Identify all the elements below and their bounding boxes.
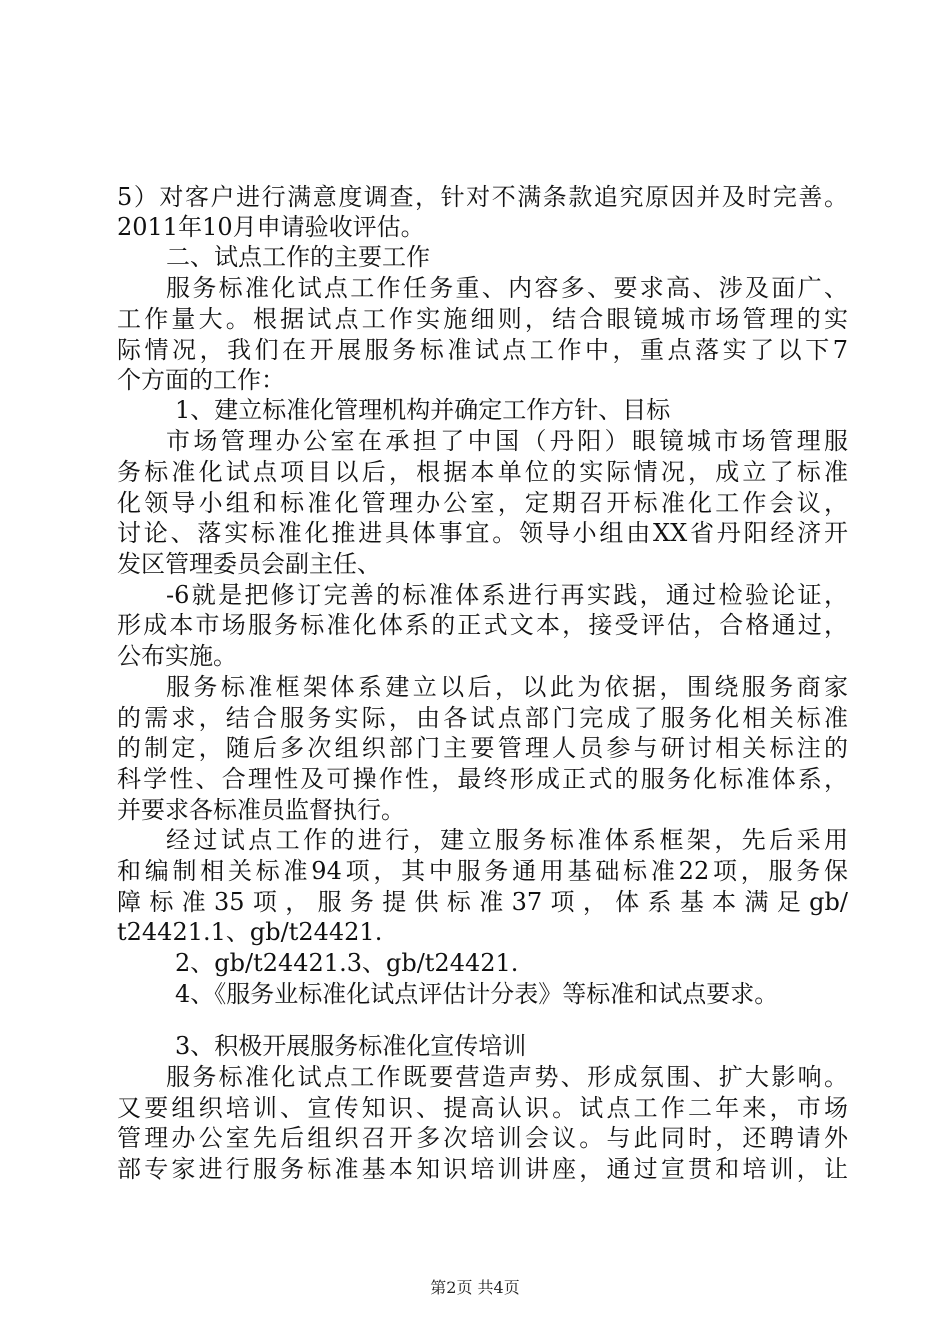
text-line-6: 际情况，我们在开展服务标准试点工作中，重点落实了以下7	[117, 336, 848, 364]
text-line-29: 服务标准化试点工作既要营造声势、形成氛围、扩大影响。	[166, 1063, 848, 1091]
subsection-heading-3: 3、积极开展服务标准化宣传培训	[175, 1032, 527, 1060]
text-line-17: 服务标准框架体系建立以后，以此为依据，围绕服务商家	[166, 673, 848, 701]
text-line-20: 科学性、合理性及可操作性，最终形成正式的服务化标准体系，	[117, 765, 848, 793]
subsection-heading-1: 1、建立标准化管理机构并确定工作方针、目标	[175, 396, 671, 424]
text-line-11: 化领导小组和标准化管理办公室，定期召开标准化工作会议，	[117, 489, 848, 517]
text-line-25: t24421.1、gb/t24421.	[117, 918, 383, 946]
text-line-15: 形成本市场服务标准化体系的正式文本，接受评估，合格通过，	[117, 611, 848, 639]
text-line-9: 市场管理办公室在承担了中国（丹阳）眼镜城市场管理服	[166, 427, 848, 455]
text-line-5: 工作量大。根据试点工作实施细则，结合眼镜城市场管理的实	[117, 305, 848, 333]
text-line-10: 务标准化试点项目以后，根据本单位的实际情况，成立了标准	[117, 458, 848, 486]
text-line-12: 讨论、落实标准化推进具体事宜。领导小组由XX省丹阳经济开	[117, 519, 848, 547]
text-line-27: 4、《服务业标准化试点评估计分表》等标准和试点要求。	[175, 980, 779, 1008]
text-line-30: 又要组织培训、宣传知识、提高认识。试点工作二年来，市场	[117, 1094, 848, 1122]
text-line-14: -6就是把修订完善的标准体系进行再实践，通过检验论证，	[166, 581, 848, 609]
text-line-2: 2011年10月申请验收评估。	[117, 213, 425, 241]
text-line-26: 2、gb/t24421.3、gb/t24421.	[175, 949, 519, 977]
text-line-23: 和编制相关标准94项，其中服务通用基础标准22项，服务保	[117, 857, 848, 885]
text-line-22: 经过试点工作的进行，建立服务标准体系框架，先后采用	[166, 826, 848, 854]
text-line-19: 的制定，随后多次组织部门主要管理人员参与研讨相关标注的	[117, 734, 848, 762]
text-line-7: 个方面的工作：	[117, 366, 285, 394]
text-line-13: 发区管理委员会副主任、	[117, 550, 381, 578]
text-line-24: 障标准35项，服务提供标准37项，体系基本满足gb/	[117, 888, 848, 916]
page-number-footer: 第2页 共4页	[430, 1278, 520, 1297]
text-line-31: 管理办公室先后组织召开多次培训会议。与此同时，还聘请外	[117, 1124, 848, 1152]
text-line-4: 服务标准化试点工作任务重、内容多、要求高、涉及面广、	[166, 274, 848, 302]
text-line-16: 公布实施。	[117, 642, 237, 670]
text-line-1: 5）对客户进行满意度调查，针对不满条款追究原因并及时完善。	[117, 183, 848, 211]
text-line-21: 并要求各标准员监督执行。	[117, 796, 405, 824]
section-heading-2: 二、试点工作的主要工作	[166, 243, 430, 271]
text-line-32: 部专家进行服务标准基本知识培训讲座，通过宣贯和培训，让	[117, 1155, 848, 1183]
text-line-18: 的需求，结合服务实际，由各试点部门完成了服务化相关标准	[117, 704, 848, 732]
